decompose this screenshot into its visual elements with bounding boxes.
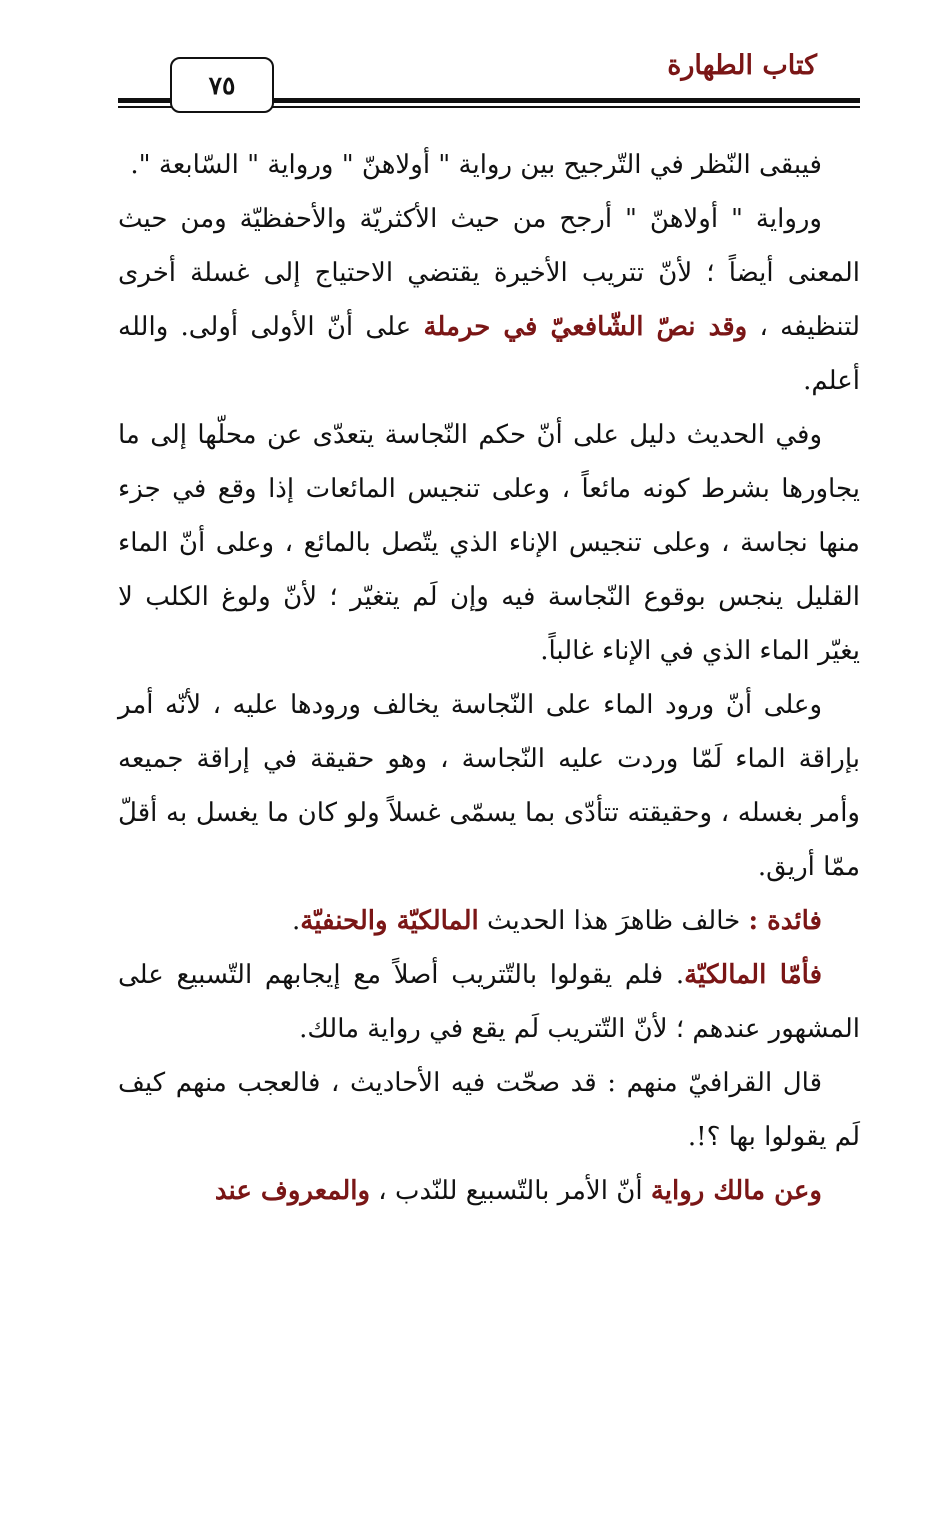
body-text — [118, 138, 860, 1218]
paragraph-7 — [118, 1056, 860, 1164]
text-segment: فيبقى النّظر في التّرجيح بين رواية " أولاهنّ " ورواية " السّابعة ". — [130, 150, 822, 180]
highlighted-phrase: وعن مالك رواية — [650, 1176, 822, 1206]
page-number: ٧٥ — [208, 70, 236, 100]
text-segment: . — [291, 906, 301, 936]
text-segment: وعلى أنّ ورود الماء على النّجاسة يخالف ورودها عليه ، لأنّه أمر بإراقة الماء لَمّا وردت عليه النّجاسة ، وهو حقيقة في إراقة جميعه وأمر بغسله ، وحقيقته تتأدّى بما يسمّى غسلاً ولو كان ما يغسل به أقلّ ممّا أريق. — [118, 690, 860, 882]
paragraph-4 — [118, 678, 860, 894]
paragraph-8 — [118, 1164, 860, 1218]
text-segment: على أنّ الأولى أولى. والله أعلم. — [118, 312, 860, 396]
paragraph-5 — [118, 894, 860, 948]
highlighted-phrase: فأمّا المالكيّة — [684, 960, 822, 990]
highlighted-phrase: المالكيّة والحنفيّة — [300, 906, 479, 936]
paragraph-1 — [118, 138, 860, 192]
text-segment: وفي الحديث دليل على أنّ حكم النّجاسة يتعدّى عن محلّها إلى ما يجاورها بشرط كونه مائعاً ، وعلى تنجيس المائعات إذا وقع في جزء منها نجاسة ، وعلى تنجيس الإناء الذي يتّصل بالمائع ، وعلى أنّ الماء القليل ينجس بوقوع النّجاسة فيه وإن لَم يتغيّر ؛ لأنّ ولوغ الكلب لا يغيّر الماء الذي في الإناء غالباً. — [118, 420, 860, 666]
highlighted-phrase: والمعروف عند — [214, 1176, 371, 1206]
page-header — [0, 0, 945, 120]
text-segment: خالف ظاهرَ هذا الحديث — [478, 906, 749, 936]
book-title: كتاب الطهارة — [667, 50, 817, 81]
highlighted-phrase: فائدة : — [748, 906, 822, 936]
text-segment: . فلم يقولوا بالتّتريب أصلاً مع إيجابهم التّسبيع على المشهور عندهم ؛ لأنّ التّتريب لَم يقع في رواية مالك. — [118, 960, 860, 1044]
paragraph-3 — [118, 408, 860, 678]
text-segment: ورواية " أولاهنّ " أرجح من حيث الأكثريّة والأحفظيّة ومن حيث المعنى أيضاً ؛ لأنّ تتريب الأخيرة يقتضي الاحتياج إلى غسلة أخرى لتنظيفه ، — [118, 204, 860, 342]
text-segment: قال القرافيّ منهم : قد صحّت فيه الأحاديث ، فالعجب منهم كيف لَم يقولوا بها ؟!. — [118, 1068, 860, 1152]
page-number-box — [170, 57, 274, 113]
paragraph-2 — [118, 192, 860, 408]
paragraph-6 — [118, 948, 860, 1056]
highlighted-phrase: وقد نصّ الشّافعيّ في حرملة — [423, 312, 748, 342]
text-segment: أنّ الأمر بالتّسبيع للنّدب ، — [370, 1176, 651, 1206]
